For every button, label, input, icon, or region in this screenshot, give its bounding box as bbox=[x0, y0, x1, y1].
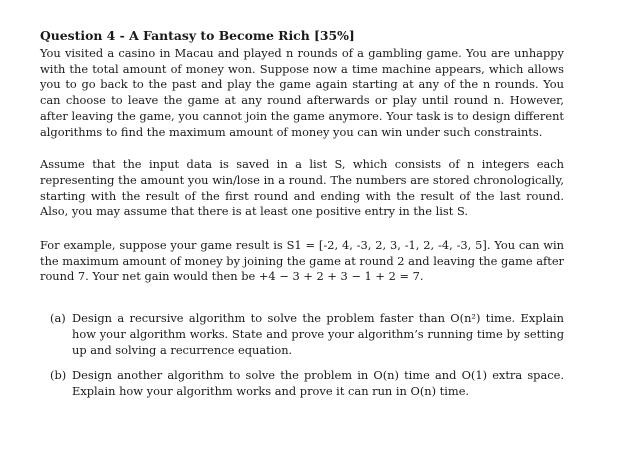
sub-question-label: (a) bbox=[50, 311, 66, 326]
sub-question-b bbox=[50, 368, 564, 399]
question-title: Question 4 - A Fantasy to Become Rich [35%] bbox=[40, 28, 355, 43]
sub-question-text: Design another algorithm to solve the problem in O(n) time and O(1) extra space. Explain how your algorithm works and prove it can run in O(n) time. bbox=[72, 368, 564, 398]
question-document bbox=[40, 28, 564, 410]
sub-question-text: Design a recursive algorithm to solve the problem faster than O(n²) time. Explain how your algorithm works. State and prove your algorithm’s running time by setting up and solving a recurrence equation. bbox=[72, 311, 564, 357]
sub-questions bbox=[40, 311, 564, 400]
input-description-paragraph: Assume that the input data is saved in a list S, which consists of n integers each representing the amount you win/lose in a round. The numbers are stored chronologically, starting with the result of the first round and ending with the result of the last round. Also, you may assume that there is at least one positive entry in the list S. bbox=[40, 157, 564, 219]
sub-question-label: (b) bbox=[50, 368, 67, 383]
intro-paragraph: You visited a casino in Macau and played n rounds of a gambling game. You are unhappy with the total amount of money won. Suppose now a time machine appears, which allows you to go back to the past and play the game again starting at any of the n rounds. You can choose to leave the game at any round afterwards or play until round n. However, after leaving the game, you cannot join the game anymore. Your task is to design different algorithms to find the maximum amount of money you can win under such constraints. bbox=[40, 46, 564, 139]
example-paragraph: For example, suppose your game result is S1 = [-2, 4, -3, 2, 3, -1, 2, -4, -3, 5]. You can win the maximum amount of money by joining the game at round 2 and leaving the game after round 7. Your net gain would then be +4 − 3 + 2 + 3 − 1 + 2 = 7. bbox=[40, 238, 565, 284]
sub-question-a bbox=[50, 311, 564, 358]
